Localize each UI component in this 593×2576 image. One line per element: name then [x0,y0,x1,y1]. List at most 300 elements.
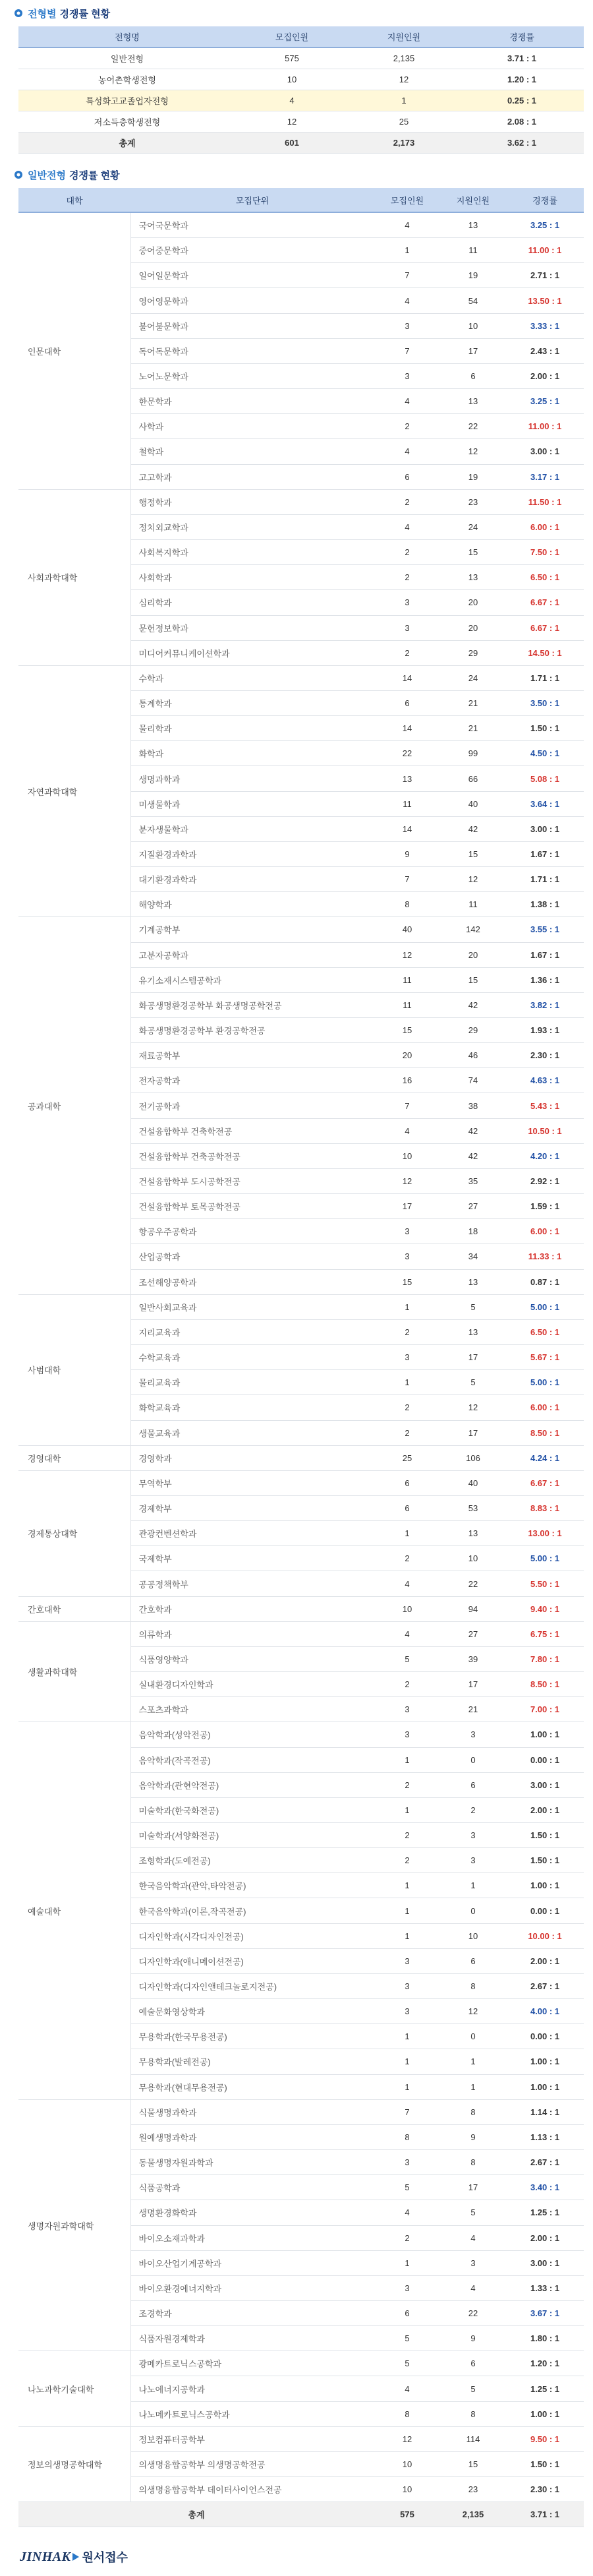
table-row [18,665,584,690]
applicants-cell: 24 [440,665,506,690]
table-row [18,1621,584,1646]
applicants-cell: 3 [440,1722,506,1747]
unit-name-cell: 간호학과 [130,1596,374,1621]
rate-cell: 8.50 : 1 [506,1420,584,1445]
quota-cell: 2 [374,1395,440,1420]
rate-cell: 3.55 : 1 [506,917,584,942]
quota-cell: 1 [374,2024,440,2049]
applicants-cell: 23 [440,489,506,514]
unit-name-cell: 광메카트로닉스공학과 [130,2351,374,2376]
applicants-cell: 8 [440,2099,506,2124]
quota-cell: 2 [374,414,440,439]
table-row [18,212,584,238]
unit-name-cell: 음악학과(성악전공) [130,1722,374,1747]
unit-name-cell: 식품공학과 [130,2175,374,2200]
total-row [18,133,584,154]
applicants-cell: 13 [440,1269,506,1294]
quota-cell: 3 [374,1999,440,2024]
unit-name-cell: 사학과 [130,414,374,439]
unit-name-cell: 영어영문학과 [130,288,374,313]
quota-cell: 5 [374,2175,440,2200]
applicants-cell: 40 [440,791,506,816]
col-header-unit: 모집단위 [130,188,374,212]
rate-cell: 7.50 : 1 [506,540,584,565]
quota-cell: 1 [374,1923,440,1948]
rate-cell: 11.50 : 1 [506,489,584,514]
table-row [18,69,584,90]
quota-cell: 3 [374,1722,440,1747]
quota-cell: 14 [374,716,440,741]
unit-name-cell: 해양학과 [130,892,374,917]
unit-name-cell: 예술문화영상학과 [130,1999,374,2024]
applicants-cell: 27 [440,1621,506,1646]
applicants-cell: 4 [440,2225,506,2250]
rate-cell: 5.08 : 1 [506,766,584,791]
quota-cell: 5 [374,2351,440,2376]
unit-name-cell: 음악학과(관현악전공) [130,1772,374,1797]
unit-name-cell: 화공생명환경공학부 환경공학전공 [130,1018,374,1043]
unit-name-cell: 미술학과(서양화전공) [130,1823,374,1848]
applicants-cell: 6 [440,2351,506,2376]
rate-cell: 1.14 : 1 [506,2099,584,2124]
applicants-cell: 20 [440,590,506,615]
quota-cell: 25 [374,1445,440,1470]
applicants-cell: 23 [440,2477,506,2502]
college-name-cell: 나노과학기술대학 [18,2351,130,2426]
quota-cell: 14 [374,665,440,690]
rate-cell: 2.30 : 1 [506,2477,584,2502]
section1-title-text: 경쟁률 현황 [59,8,111,20]
quota-cell: 2 [374,1772,440,1797]
quota-cell: 10 [374,1596,440,1621]
college-name-cell: 사범대학 [18,1294,130,1445]
type-name-cell: 저소득층학생전형 [18,111,236,133]
unit-name-cell: 문헌정보학과 [130,615,374,640]
rate-cell: 3.00 : 1 [506,816,584,841]
unit-name-cell: 무용학과(현대무용전공) [130,2074,374,2099]
unit-name-cell: 나노에너지공학과 [130,2376,374,2401]
rate-cell: 2.08 : 1 [460,111,584,133]
applicants-cell: 1 [440,2049,506,2074]
table-row [18,47,584,69]
quota-cell: 3 [374,1697,440,1722]
gear-icon [13,169,24,180]
unit-name-cell: 건설융합학부 도시공학전공 [130,1168,374,1193]
applicants-cell: 0 [440,2024,506,2049]
applicants-cell: 9 [440,2326,506,2351]
applicants-cell: 54 [440,288,506,313]
applicants-cell: 13 [440,565,506,590]
applicants-cell: 42 [440,816,506,841]
applicants-cell: 3 [440,1848,506,1873]
rate-cell: 1.25 : 1 [506,2200,584,2225]
quota-cell: 5 [374,2326,440,2351]
section2-title-highlight: 일반전형 [28,169,66,181]
unit-name-cell: 식품영양학과 [130,1646,374,1671]
unit-name-cell: 스포츠과학과 [130,1697,374,1722]
table-row [18,111,584,133]
quota-cell: 4 [374,1118,440,1143]
rate-cell: 6.00 : 1 [506,1219,584,1244]
applicants-cell: 2,135 [348,47,460,69]
rate-cell: 1.00 : 1 [506,1873,584,1898]
unit-name-cell: 무용학과(발레전공) [130,2049,374,2074]
unit-name-cell: 일어일문학과 [130,263,374,288]
rate-cell: 5.00 : 1 [506,1370,584,1395]
unit-name-cell: 화공생명환경공학부 화공생명공학전공 [130,992,374,1017]
table-header-row [18,26,584,47]
unit-name-cell: 무역학부 [130,1470,374,1495]
rate-cell: 5.43 : 1 [506,1093,584,1118]
table-row [18,1596,584,1621]
quota-cell: 15 [374,1018,440,1043]
quota-cell: 3 [374,2275,440,2300]
unit-name-cell: 심리학과 [130,590,374,615]
rate-cell: 10.00 : 1 [506,1923,584,1948]
section1-title [0,0,593,26]
unit-name-cell: 전기공학과 [130,1093,374,1118]
unit-name-cell: 독어독문학과 [130,338,374,363]
unit-name-cell: 고분자공학과 [130,942,374,967]
rate-cell: 3.82 : 1 [506,992,584,1017]
quota-cell: 2 [374,565,440,590]
applicants-cell: 13 [440,1521,506,1546]
applicants-cell: 29 [440,640,506,665]
unit-name-cell: 생물교육과 [130,1420,374,1445]
unit-name-cell: 의생명융합공학부 의생명공학전공 [130,2451,374,2476]
quota-cell: 1 [374,2250,440,2275]
unit-name-cell: 항공우주공학과 [130,1219,374,1244]
unit-name-cell: 생명환경화학과 [130,2200,374,2225]
quota-cell: 1 [374,238,440,263]
applicants-cell: 15 [440,841,506,866]
unit-name-cell: 한문학과 [130,389,374,414]
rate-cell: 8.50 : 1 [506,1672,584,1697]
quota-cell: 1 [374,1873,440,1898]
quota-cell: 16 [374,1068,440,1093]
quota-cell: 3 [374,2150,440,2175]
unit-name-cell: 음악학과(작곡전공) [130,1747,374,1772]
unit-name-cell: 통계학과 [130,690,374,715]
unit-name-cell: 바이오산업기계공학과 [130,2250,374,2275]
rate-cell: 1.00 : 1 [506,2401,584,2426]
college-name-cell: 생활과학대학 [18,1621,130,1722]
applicants-cell: 10 [440,1546,506,1571]
applicants-cell: 18 [440,1219,506,1244]
rate-cell: 3.17 : 1 [506,464,584,489]
college-name-cell: 간호대학 [18,1596,130,1621]
quota-cell: 12 [374,2426,440,2451]
col-header-rate: 경쟁률 [460,26,584,47]
applicants-cell: 27 [440,1194,506,1219]
rate-cell: 4.20 : 1 [506,1143,584,1168]
applicants-cell: 10 [440,313,506,338]
unit-name-cell: 건설융합학부 건축학전공 [130,1118,374,1143]
quota-cell: 3 [374,615,440,640]
applicants-cell: 11 [440,892,506,917]
quota-cell: 1 [374,2074,440,2099]
unit-name-cell: 무용학과(한국무용전공) [130,2024,374,2049]
college-name-cell: 정보의생명공학대학 [18,2426,130,2501]
applicants-cell: 66 [440,766,506,791]
rate-cell: 6.00 : 1 [506,514,584,539]
quota-cell: 4 [374,439,440,464]
unit-name-cell: 공공정책학부 [130,1571,374,1596]
quota-cell: 7 [374,1093,440,1118]
unit-name-cell: 국제학부 [130,1546,374,1571]
applicants-cell: 74 [440,1068,506,1093]
rate-cell: 1.67 : 1 [506,841,584,866]
unit-name-cell: 지리교육과 [130,1319,374,1344]
rate-cell: 3.64 : 1 [506,791,584,816]
unit-name-cell: 조선해양공학과 [130,1269,374,1294]
rate-cell: 1.50 : 1 [506,2451,584,2476]
total-applicants: 2,135 [440,2502,506,2527]
rate-cell: 1.50 : 1 [506,1848,584,1873]
applicants-cell: 17 [440,1420,506,1445]
rate-cell: 3.25 : 1 [506,212,584,238]
unit-name-cell: 기계공학부 [130,917,374,942]
applicants-cell: 13 [440,212,506,238]
quota-cell: 3 [374,590,440,615]
quota-cell: 1 [374,1747,440,1772]
unit-name-cell: 건설융합학부 토목공학전공 [130,1194,374,1219]
rate-cell: 4.24 : 1 [506,1445,584,1470]
quota-cell: 5 [374,1646,440,1671]
unit-name-cell: 동물생명자원과학과 [130,2150,374,2175]
college-name-cell: 생명자원과학대학 [18,2099,130,2351]
quota-cell: 2 [374,1848,440,1873]
unit-name-cell: 전자공학과 [130,1068,374,1093]
rate-cell: 8.83 : 1 [506,1495,584,1520]
applicants-cell: 8 [440,1973,506,1998]
unit-name-cell: 한국음악학과(관악,타악전공) [130,1873,374,1898]
quota-cell: 4 [374,288,440,313]
quota-cell: 4 [374,212,440,238]
rate-cell: 1.67 : 1 [506,942,584,967]
total-label: 총계 [18,2502,374,2527]
college-name-cell: 공과대학 [18,917,130,1294]
applicants-cell: 9 [440,2124,506,2149]
col-header-type: 전형명 [18,26,236,47]
table-row [18,917,584,942]
rate-cell: 1.93 : 1 [506,1018,584,1043]
applicants-cell: 17 [440,338,506,363]
rate-cell: 1.00 : 1 [506,2074,584,2099]
quota-cell: 7 [374,263,440,288]
unit-name-cell: 조경학과 [130,2300,374,2325]
applicants-cell: 17 [440,1345,506,1370]
col-header-quota: 모집인원 [374,188,440,212]
quota-cell: 6 [374,1470,440,1495]
college-name-cell: 인문대학 [18,212,130,489]
unit-name-cell: 분자생물학과 [130,816,374,841]
unit-name-cell: 미생물학과 [130,791,374,816]
quota-cell: 7 [374,338,440,363]
quota-cell: 17 [374,1194,440,1219]
rate-cell: 6.75 : 1 [506,1621,584,1646]
quota-cell: 2 [374,1420,440,1445]
type-competition-table [18,26,584,154]
quota-cell: 3 [374,313,440,338]
quota-cell: 14 [374,816,440,841]
arrow-icon [72,2553,79,2561]
quota-cell: 3 [374,1948,440,1973]
quota-cell: 2 [374,540,440,565]
rate-cell: 6.50 : 1 [506,1319,584,1344]
unit-name-cell: 산업공학과 [130,1244,374,1269]
table-row [18,2351,584,2376]
quota-cell: 4 [374,2376,440,2401]
unit-name-cell: 의생명융합공학부 데이터사이언스전공 [130,2477,374,2502]
college-name-cell: 경영대학 [18,1445,130,1470]
applicants-cell: 12 [440,867,506,892]
applicants-cell: 2 [440,1797,506,1822]
rate-cell: 4.00 : 1 [506,1999,584,2024]
unit-name-cell: 실내환경디자인학과 [130,1672,374,1697]
unit-name-cell: 중어중문학과 [130,238,374,263]
applicants-cell: 12 [440,1999,506,2024]
rate-cell: 11.00 : 1 [506,414,584,439]
applicants-cell: 38 [440,1093,506,1118]
rate-cell: 9.40 : 1 [506,1596,584,1621]
rate-cell: 6.00 : 1 [506,1395,584,1420]
rate-cell: 1.25 : 1 [506,2376,584,2401]
unit-name-cell: 화학과 [130,741,374,766]
rate-cell: 1.33 : 1 [506,2275,584,2300]
col-header-rate: 경쟁률 [506,188,584,212]
unit-name-cell: 미디어커뮤니케이션학과 [130,640,374,665]
applicants-cell: 142 [440,917,506,942]
applicants-cell: 15 [440,540,506,565]
applicants-cell: 8 [440,2150,506,2175]
rate-cell: 1.50 : 1 [506,1823,584,1848]
footer [20,2545,128,2569]
rate-cell: 11.00 : 1 [506,238,584,263]
table-row [18,489,584,514]
quota-cell: 4 [236,90,348,111]
quota-cell: 2 [374,489,440,514]
rate-cell: 0.00 : 1 [506,1747,584,1772]
applicants-cell: 22 [440,1571,506,1596]
unit-name-cell: 건설융합학부 건축공학전공 [130,1143,374,1168]
rate-cell: 3.50 : 1 [506,690,584,715]
applicants-cell: 106 [440,1445,506,1470]
applicants-cell: 29 [440,1018,506,1043]
rate-cell: 2.92 : 1 [506,1168,584,1193]
quota-cell: 10 [374,2451,440,2476]
quota-cell: 12 [374,942,440,967]
rate-cell: 1.13 : 1 [506,2124,584,2149]
unit-name-cell: 화학교육과 [130,1395,374,1420]
unit-name-cell: 원예생명과학과 [130,2124,374,2149]
applicants-cell: 25 [348,111,460,133]
quota-cell: 2 [374,2225,440,2250]
col-header-college: 대학 [18,188,130,212]
rate-cell: 1.50 : 1 [506,716,584,741]
applicants-cell: 3 [440,2250,506,2275]
quota-cell: 10 [236,69,348,90]
applicants-cell: 0 [440,1747,506,1772]
type-name-cell: 농어촌학생전형 [18,69,236,90]
unit-name-cell: 바이오환경에너지학과 [130,2275,374,2300]
quota-cell: 2 [374,1319,440,1344]
quota-cell: 9 [374,841,440,866]
college-name-cell: 경제통상대학 [18,1470,130,1596]
applicants-cell: 6 [440,363,506,388]
applicants-cell: 53 [440,1495,506,1520]
quota-cell: 4 [374,1621,440,1646]
quota-cell: 575 [236,47,348,69]
unit-name-cell: 물리학과 [130,716,374,741]
rate-cell: 2.71 : 1 [506,263,584,288]
quota-cell: 6 [374,464,440,489]
unit-name-cell: 불어불문학과 [130,313,374,338]
applicants-cell: 1 [440,2074,506,2099]
quota-cell: 3 [374,1219,440,1244]
unit-name-cell: 사회복지학과 [130,540,374,565]
rate-cell: 1.38 : 1 [506,892,584,917]
rate-cell: 0.00 : 1 [506,2024,584,2049]
applicants-cell: 42 [440,1118,506,1143]
applicants-cell: 34 [440,1244,506,1269]
applicants-cell: 10 [440,1923,506,1948]
rate-cell: 0.25 : 1 [460,90,584,111]
quota-cell: 6 [374,690,440,715]
applicants-cell: 6 [440,1948,506,1973]
unit-name-cell: 정치외교학과 [130,514,374,539]
college-name-cell: 예술대학 [18,1722,130,2099]
rate-cell: 3.00 : 1 [506,1772,584,1797]
unit-name-cell: 대기환경과학과 [130,867,374,892]
quota-cell: 8 [374,892,440,917]
quota-cell: 22 [374,741,440,766]
rate-cell: 3.25 : 1 [506,389,584,414]
table-row [18,1470,584,1495]
rate-cell: 1.20 : 1 [506,2351,584,2376]
applicants-cell: 8 [440,2401,506,2426]
rate-cell: 0.87 : 1 [506,1269,584,1294]
rate-cell: 3.33 : 1 [506,313,584,338]
quota-cell: 2 [374,1823,440,1848]
applicants-cell: 39 [440,1646,506,1671]
rate-cell: 1.59 : 1 [506,1194,584,1219]
unit-name-cell: 식물생명과학과 [130,2099,374,2124]
quota-cell: 40 [374,917,440,942]
rate-cell: 4.63 : 1 [506,1068,584,1093]
quota-cell: 3 [374,1244,440,1269]
applicants-cell: 15 [440,2451,506,2476]
col-header-applicants: 지원인원 [440,188,506,212]
unit-name-cell: 바이오소재과학과 [130,2225,374,2250]
rate-cell: 10.50 : 1 [506,1118,584,1143]
college-name-cell: 자연과학대학 [18,665,130,917]
total-quota: 575 [374,2502,440,2527]
applicants-cell: 13 [440,1319,506,1344]
rate-cell: 0.00 : 1 [506,1898,584,1923]
unit-name-cell: 한국음악학과(이론,작곡전공) [130,1898,374,1923]
rate-cell: 7.00 : 1 [506,1697,584,1722]
rate-cell: 6.67 : 1 [506,590,584,615]
unit-name-cell: 수학교육과 [130,1345,374,1370]
rate-cell: 1.20 : 1 [460,69,584,90]
quota-cell: 4 [374,389,440,414]
total-quota: 601 [236,133,348,154]
rate-cell: 4.50 : 1 [506,741,584,766]
section2-title-text: 경쟁률 현황 [69,169,120,181]
rate-cell: 6.67 : 1 [506,1470,584,1495]
table-row [18,1445,584,1470]
